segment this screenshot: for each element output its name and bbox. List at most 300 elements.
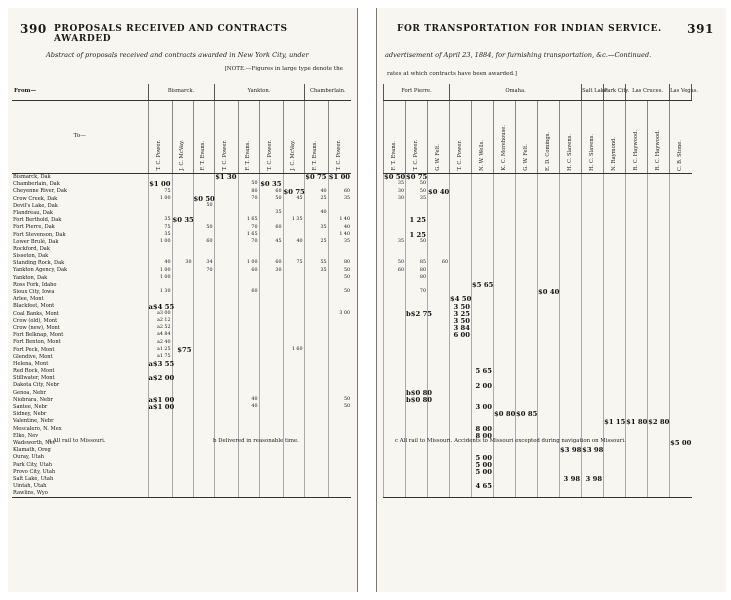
- rate-cell: 80: [238, 188, 259, 195]
- rate-cell: [428, 354, 450, 361]
- rate-cell: [283, 203, 304, 210]
- rate-cell: [328, 318, 351, 325]
- rate-cell: 1 40: [328, 232, 351, 239]
- rate-cell: [560, 325, 582, 332]
- rate-cell: [670, 404, 692, 411]
- rate-cell: [604, 397, 626, 404]
- rate-cell: [406, 332, 428, 339]
- rate-cell: [516, 253, 538, 260]
- rate-cell: [560, 239, 582, 246]
- rate-cell: [582, 454, 604, 461]
- rate-cell: [604, 196, 626, 203]
- rate-cell: [328, 246, 351, 253]
- rate-cell: [328, 354, 351, 361]
- destination-cell: Niobrara, Nebr: [13, 396, 53, 403]
- rate-cell: [626, 296, 648, 303]
- rate-cell: [670, 368, 692, 375]
- rate-cell: [626, 260, 648, 267]
- rate-cell: [626, 390, 648, 397]
- rate-cell: [193, 275, 214, 282]
- rate-cell: [560, 347, 582, 354]
- rate-cell: [172, 447, 193, 454]
- rate-cell: 80: [406, 275, 428, 282]
- rate-cell: [648, 174, 670, 182]
- rate-cell: [604, 253, 626, 260]
- right-footnote: c All rail to Missouri. Accidents to Missouri excepted during navigation on Missouri.: [395, 438, 626, 444]
- destination-cell: Yankton, Dak: [13, 274, 48, 281]
- table-row: [12, 426, 351, 433]
- rate-cell: [259, 311, 283, 318]
- rate-cell: [494, 382, 516, 389]
- rate-cell: [283, 354, 304, 361]
- rate-cell: [259, 418, 283, 425]
- rate-cell: [648, 490, 670, 498]
- rate-cell: [283, 390, 304, 397]
- rate-cell: [172, 440, 193, 447]
- right-group-1: Omaha.: [450, 84, 582, 101]
- right-page-number: 391: [687, 22, 714, 36]
- rate-cell: [494, 196, 516, 203]
- rate-cell: [604, 483, 626, 490]
- rate-cell: [406, 203, 428, 210]
- rate-cell: [516, 267, 538, 274]
- table-row: [12, 282, 351, 289]
- rate-cell: [328, 411, 351, 418]
- right-column-label: H. C. Slavens.: [566, 133, 573, 171]
- rate-cell: [626, 354, 648, 361]
- rate-cell: [472, 390, 494, 397]
- rate-cell: [428, 375, 450, 382]
- rate-cell: [648, 332, 670, 339]
- table-row: [384, 332, 692, 339]
- rate-cell: [148, 483, 172, 490]
- rate-cell: [328, 361, 351, 368]
- table-row: [384, 397, 692, 404]
- rate-cell: [582, 217, 604, 224]
- rate-cell: [384, 390, 406, 397]
- rate-cell: [384, 318, 406, 325]
- table-row: [12, 224, 351, 231]
- rate-cell: $0 40: [428, 187, 450, 196]
- rate-cell: [538, 224, 560, 231]
- destination-cell: Salt Lake, Utah: [13, 475, 54, 482]
- rate-cell: [238, 490, 259, 498]
- rate-cell: [670, 476, 692, 483]
- rate-cell: [172, 289, 193, 296]
- rate-cell: 30: [384, 196, 406, 203]
- rate-cell: [494, 311, 516, 318]
- right-group-4: Las Cruces.: [626, 84, 670, 101]
- rate-cell: [283, 174, 304, 182]
- rate-cell: [472, 174, 494, 182]
- rate-cell: a2 12: [148, 318, 172, 325]
- rate-cell: [538, 203, 560, 210]
- rate-cell: [538, 447, 560, 454]
- rate-cell: 70: [193, 267, 214, 274]
- rate-cell: [304, 232, 328, 239]
- rate-cell: $3 98: [560, 446, 582, 455]
- rate-cell: [582, 239, 604, 246]
- rate-cell: [582, 174, 604, 182]
- rate-cell: [193, 232, 214, 239]
- rate-cell: [626, 454, 648, 461]
- rate-cell: [238, 375, 259, 382]
- rate-cell: [283, 426, 304, 433]
- rate-cell: [172, 411, 193, 418]
- rate-cell: [538, 267, 560, 274]
- rate-cell: [328, 433, 351, 440]
- rate-cell: [494, 224, 516, 231]
- rate-cell: [604, 246, 626, 253]
- rate-cell: 3 50: [450, 318, 472, 325]
- rate-cell: 8 00: [472, 426, 494, 433]
- table-row: [384, 253, 692, 260]
- rate-cell: [670, 390, 692, 397]
- right-column-label: G. W. Felt.: [522, 144, 529, 171]
- rate-cell: [428, 339, 450, 346]
- rate-cell: [428, 361, 450, 368]
- rate-cell: [406, 282, 428, 289]
- rate-cell: [214, 404, 238, 411]
- rate-cell: [670, 382, 692, 389]
- table-row: [12, 311, 351, 318]
- rate-cell: 50: [193, 224, 214, 231]
- rate-cell: [304, 282, 328, 289]
- left-column-label: J. C. McVay.: [178, 140, 185, 171]
- left-group-0: Bismarck.: [148, 84, 214, 101]
- rate-cell: $1 00: [328, 173, 351, 182]
- rate-cell: [172, 174, 193, 182]
- rate-cell: [516, 483, 538, 490]
- rate-cell: [538, 232, 560, 239]
- rate-cell: [626, 325, 648, 332]
- right-column-label: K. C. Morehouse.: [500, 125, 507, 171]
- rate-cell: [214, 332, 238, 339]
- rate-cell: [259, 318, 283, 325]
- rate-cell: 45: [259, 239, 283, 246]
- rate-cell: [304, 181, 328, 188]
- rate-cell: [148, 476, 172, 483]
- rate-cell: 70: [238, 196, 259, 203]
- rate-cell: [172, 397, 193, 404]
- rate-cell: 34: [193, 260, 214, 267]
- left-column-label: F. T. Evans.: [199, 141, 206, 171]
- rate-cell: [238, 411, 259, 418]
- destination-cell: Provo City, Utah: [13, 468, 56, 475]
- rate-cell: [604, 390, 626, 397]
- rate-cell: [450, 490, 472, 498]
- rate-cell: [428, 418, 450, 425]
- rate-cell: [626, 476, 648, 483]
- rate-cell: [283, 246, 304, 253]
- rate-cell: [328, 476, 351, 483]
- rate-cell: [516, 210, 538, 217]
- rate-cell: 3 00: [472, 404, 494, 411]
- rate-cell: [172, 469, 193, 476]
- rate-cell: [560, 390, 582, 397]
- rate-cell: [283, 224, 304, 231]
- rate-cell: [538, 318, 560, 325]
- rate-cell: [648, 239, 670, 246]
- table-row: [384, 347, 692, 354]
- rate-cell: [648, 289, 670, 296]
- rate-cell: [384, 397, 406, 404]
- rate-cell: [238, 311, 259, 318]
- rate-cell: 50: [328, 267, 351, 274]
- table-row: [384, 325, 692, 332]
- rate-cell: [214, 469, 238, 476]
- rate-cell: [193, 462, 214, 469]
- table-row: [12, 232, 351, 239]
- rate-cell: [384, 203, 406, 210]
- rate-cell: 50: [238, 181, 259, 188]
- rate-cell: [538, 239, 560, 246]
- left-running-head: PROPOSALS RECEIVED AND CONTRACTS AWARDED: [54, 24, 288, 44]
- rate-cell: [538, 174, 560, 182]
- rate-cell: [560, 332, 582, 339]
- rate-cell: [670, 246, 692, 253]
- right-subcaption: rates at which contracts have been awarded.]: [387, 71, 517, 77]
- rate-cell: a1 75: [148, 354, 172, 361]
- table-row: [384, 196, 692, 203]
- rate-cell: 30: [384, 188, 406, 195]
- rate-cell: $0 75: [305, 173, 327, 182]
- rate-cell: [238, 418, 259, 425]
- rate-cell: [214, 368, 238, 375]
- rate-cell: [648, 368, 670, 375]
- rate-cell: [406, 447, 428, 454]
- rate-cell: [406, 296, 428, 303]
- rate-cell: [304, 382, 328, 389]
- rate-cell: [604, 203, 626, 210]
- destination-cell: Dakota City, Nebr: [13, 382, 60, 389]
- rate-cell: [428, 232, 450, 239]
- right-column-header: [494, 101, 516, 174]
- rate-cell: [193, 325, 214, 332]
- rate-cell: [582, 267, 604, 274]
- rate-cell: [259, 447, 283, 454]
- rate-cell: [328, 418, 351, 425]
- table-row: [12, 390, 351, 397]
- rate-cell: [238, 339, 259, 346]
- rate-cell: [604, 462, 626, 469]
- rate-cell: [450, 368, 472, 375]
- table-row: [12, 404, 351, 411]
- destination-cell: Bismarck, Dak: [12, 174, 148, 182]
- table-row: [384, 246, 692, 253]
- rate-cell: [304, 469, 328, 476]
- rate-cell: [516, 303, 538, 310]
- left-table-body: [12, 174, 351, 498]
- rate-cell: [516, 181, 538, 188]
- rate-cell: [193, 318, 214, 325]
- rate-cell: [214, 232, 238, 239]
- rate-cell: [450, 181, 472, 188]
- rate-cell: [259, 217, 283, 224]
- rate-cell: [283, 375, 304, 382]
- rate-cell: [582, 203, 604, 210]
- rate-cell: 1 65: [238, 217, 259, 224]
- rate-cell: [472, 210, 494, 217]
- rate-cell: [626, 253, 648, 260]
- rate-cell: [670, 462, 692, 469]
- rate-cell: [494, 476, 516, 483]
- rate-cell: [172, 418, 193, 425]
- rate-cell: [428, 469, 450, 476]
- rate-cell: [604, 267, 626, 274]
- rate-cell: [283, 267, 304, 274]
- rate-cell: [450, 347, 472, 354]
- rate-cell: [214, 354, 238, 361]
- left-column-header: [304, 101, 328, 174]
- rate-cell: [516, 224, 538, 231]
- rate-cell: [283, 462, 304, 469]
- rate-cell: [214, 347, 238, 354]
- rate-cell: [259, 246, 283, 253]
- rate-cell: [214, 253, 238, 260]
- destination-cell: Wadsworth, Nev: [13, 439, 56, 446]
- rate-cell: [582, 426, 604, 433]
- rate-cell: [538, 181, 560, 188]
- rate-cell: [214, 260, 238, 267]
- rate-cell: [328, 390, 351, 397]
- rate-cell: [516, 275, 538, 282]
- rate-cell: [259, 462, 283, 469]
- table-row: [12, 361, 351, 368]
- rate-cell: [516, 354, 538, 361]
- rate-cell: [494, 397, 516, 404]
- rate-cell: [626, 181, 648, 188]
- rate-cell: [214, 239, 238, 246]
- rate-cell: [494, 260, 516, 267]
- table-row: [12, 483, 351, 490]
- rate-cell: [172, 325, 193, 332]
- rate-cell: 1 40: [328, 217, 351, 224]
- rate-cell: [582, 253, 604, 260]
- rate-cell: [626, 239, 648, 246]
- rate-cell: $0 50: [193, 194, 215, 203]
- rate-cell: [283, 339, 304, 346]
- rate-cell: [516, 469, 538, 476]
- rate-cell: [406, 361, 428, 368]
- rate-cell: [494, 483, 516, 490]
- left-column-header: [259, 101, 283, 174]
- rate-cell: [472, 217, 494, 224]
- rate-cell: [304, 404, 328, 411]
- left-column-header-row: [12, 101, 351, 174]
- rate-cell: [283, 275, 304, 282]
- rate-cell: [450, 397, 472, 404]
- rate-cell: [670, 375, 692, 382]
- rate-cell: [494, 210, 516, 217]
- right-column-label: G. W. Felt.: [434, 144, 441, 171]
- rate-cell: [384, 224, 406, 231]
- rate-cell: [193, 469, 214, 476]
- rate-cell: [670, 267, 692, 274]
- rate-cell: 75: [283, 260, 304, 267]
- rate-cell: [516, 217, 538, 224]
- rate-cell: [450, 174, 472, 182]
- rate-cell: $4 50: [450, 295, 472, 304]
- rate-cell: 40: [304, 210, 328, 217]
- rate-cell: [670, 418, 692, 425]
- destination-cell: Devil's Lake, Dak: [13, 202, 58, 209]
- right-column-header-row: [384, 101, 692, 174]
- rate-cell: [214, 418, 238, 425]
- rate-cell: [538, 375, 560, 382]
- rate-cell: [494, 447, 516, 454]
- table-row: [384, 318, 692, 325]
- rate-cell: [538, 217, 560, 224]
- rate-cell: [214, 181, 238, 188]
- rate-cell: [172, 275, 193, 282]
- rate-cell: [428, 296, 450, 303]
- rate-cell: $0 75: [406, 173, 428, 182]
- rate-cell: 50: [328, 397, 351, 404]
- rate-cell: [214, 361, 238, 368]
- rate-cell: [516, 188, 538, 195]
- rate-cell: a$3 55: [148, 360, 175, 369]
- rate-cell: [238, 325, 259, 332]
- rate-cell: [670, 354, 692, 361]
- rate-cell: [259, 483, 283, 490]
- table-row: [12, 303, 351, 310]
- rate-cell: [172, 426, 193, 433]
- rate-cell: $3 98: [582, 446, 604, 455]
- rate-cell: 3 00: [328, 311, 351, 318]
- rate-cell: [328, 339, 351, 346]
- rate-cell: [304, 462, 328, 469]
- rate-cell: [172, 203, 193, 210]
- rate-cell: [384, 210, 406, 217]
- rate-cell: [516, 476, 538, 483]
- left-column-label: T. C. Power.: [267, 140, 274, 171]
- table-row: [384, 454, 692, 461]
- table-row: [384, 490, 692, 498]
- rate-cell: [259, 390, 283, 397]
- rate-cell: [670, 275, 692, 282]
- rate-cell: [494, 188, 516, 195]
- rate-cell: [193, 433, 214, 440]
- rate-cell: [148, 462, 172, 469]
- rate-cell: [304, 354, 328, 361]
- destination-cell: Rockford, Dak: [13, 245, 50, 252]
- rate-cell: [148, 440, 172, 447]
- rate-cell: [328, 332, 351, 339]
- rate-cell: [384, 332, 406, 339]
- rate-cell: [670, 454, 692, 461]
- rate-cell: [283, 454, 304, 461]
- rate-cell: 70: [406, 289, 428, 296]
- rate-cell: [670, 181, 692, 188]
- rate-cell: [283, 404, 304, 411]
- rate-cell: [560, 282, 582, 289]
- rate-cell: [516, 203, 538, 210]
- rate-cell: [494, 325, 516, 332]
- rate-cell: [328, 368, 351, 375]
- rate-cell: [148, 426, 172, 433]
- rate-cell: 40: [328, 224, 351, 231]
- table-row: [12, 375, 351, 382]
- rate-cell: [472, 354, 494, 361]
- rate-cell: 35: [406, 196, 428, 203]
- rate-cell: [472, 196, 494, 203]
- destination-cell: Sidney, Nebr: [13, 411, 47, 418]
- rate-cell: [538, 303, 560, 310]
- rate-cell: [670, 361, 692, 368]
- rate-cell: [172, 354, 193, 361]
- left-column-header: [214, 101, 238, 174]
